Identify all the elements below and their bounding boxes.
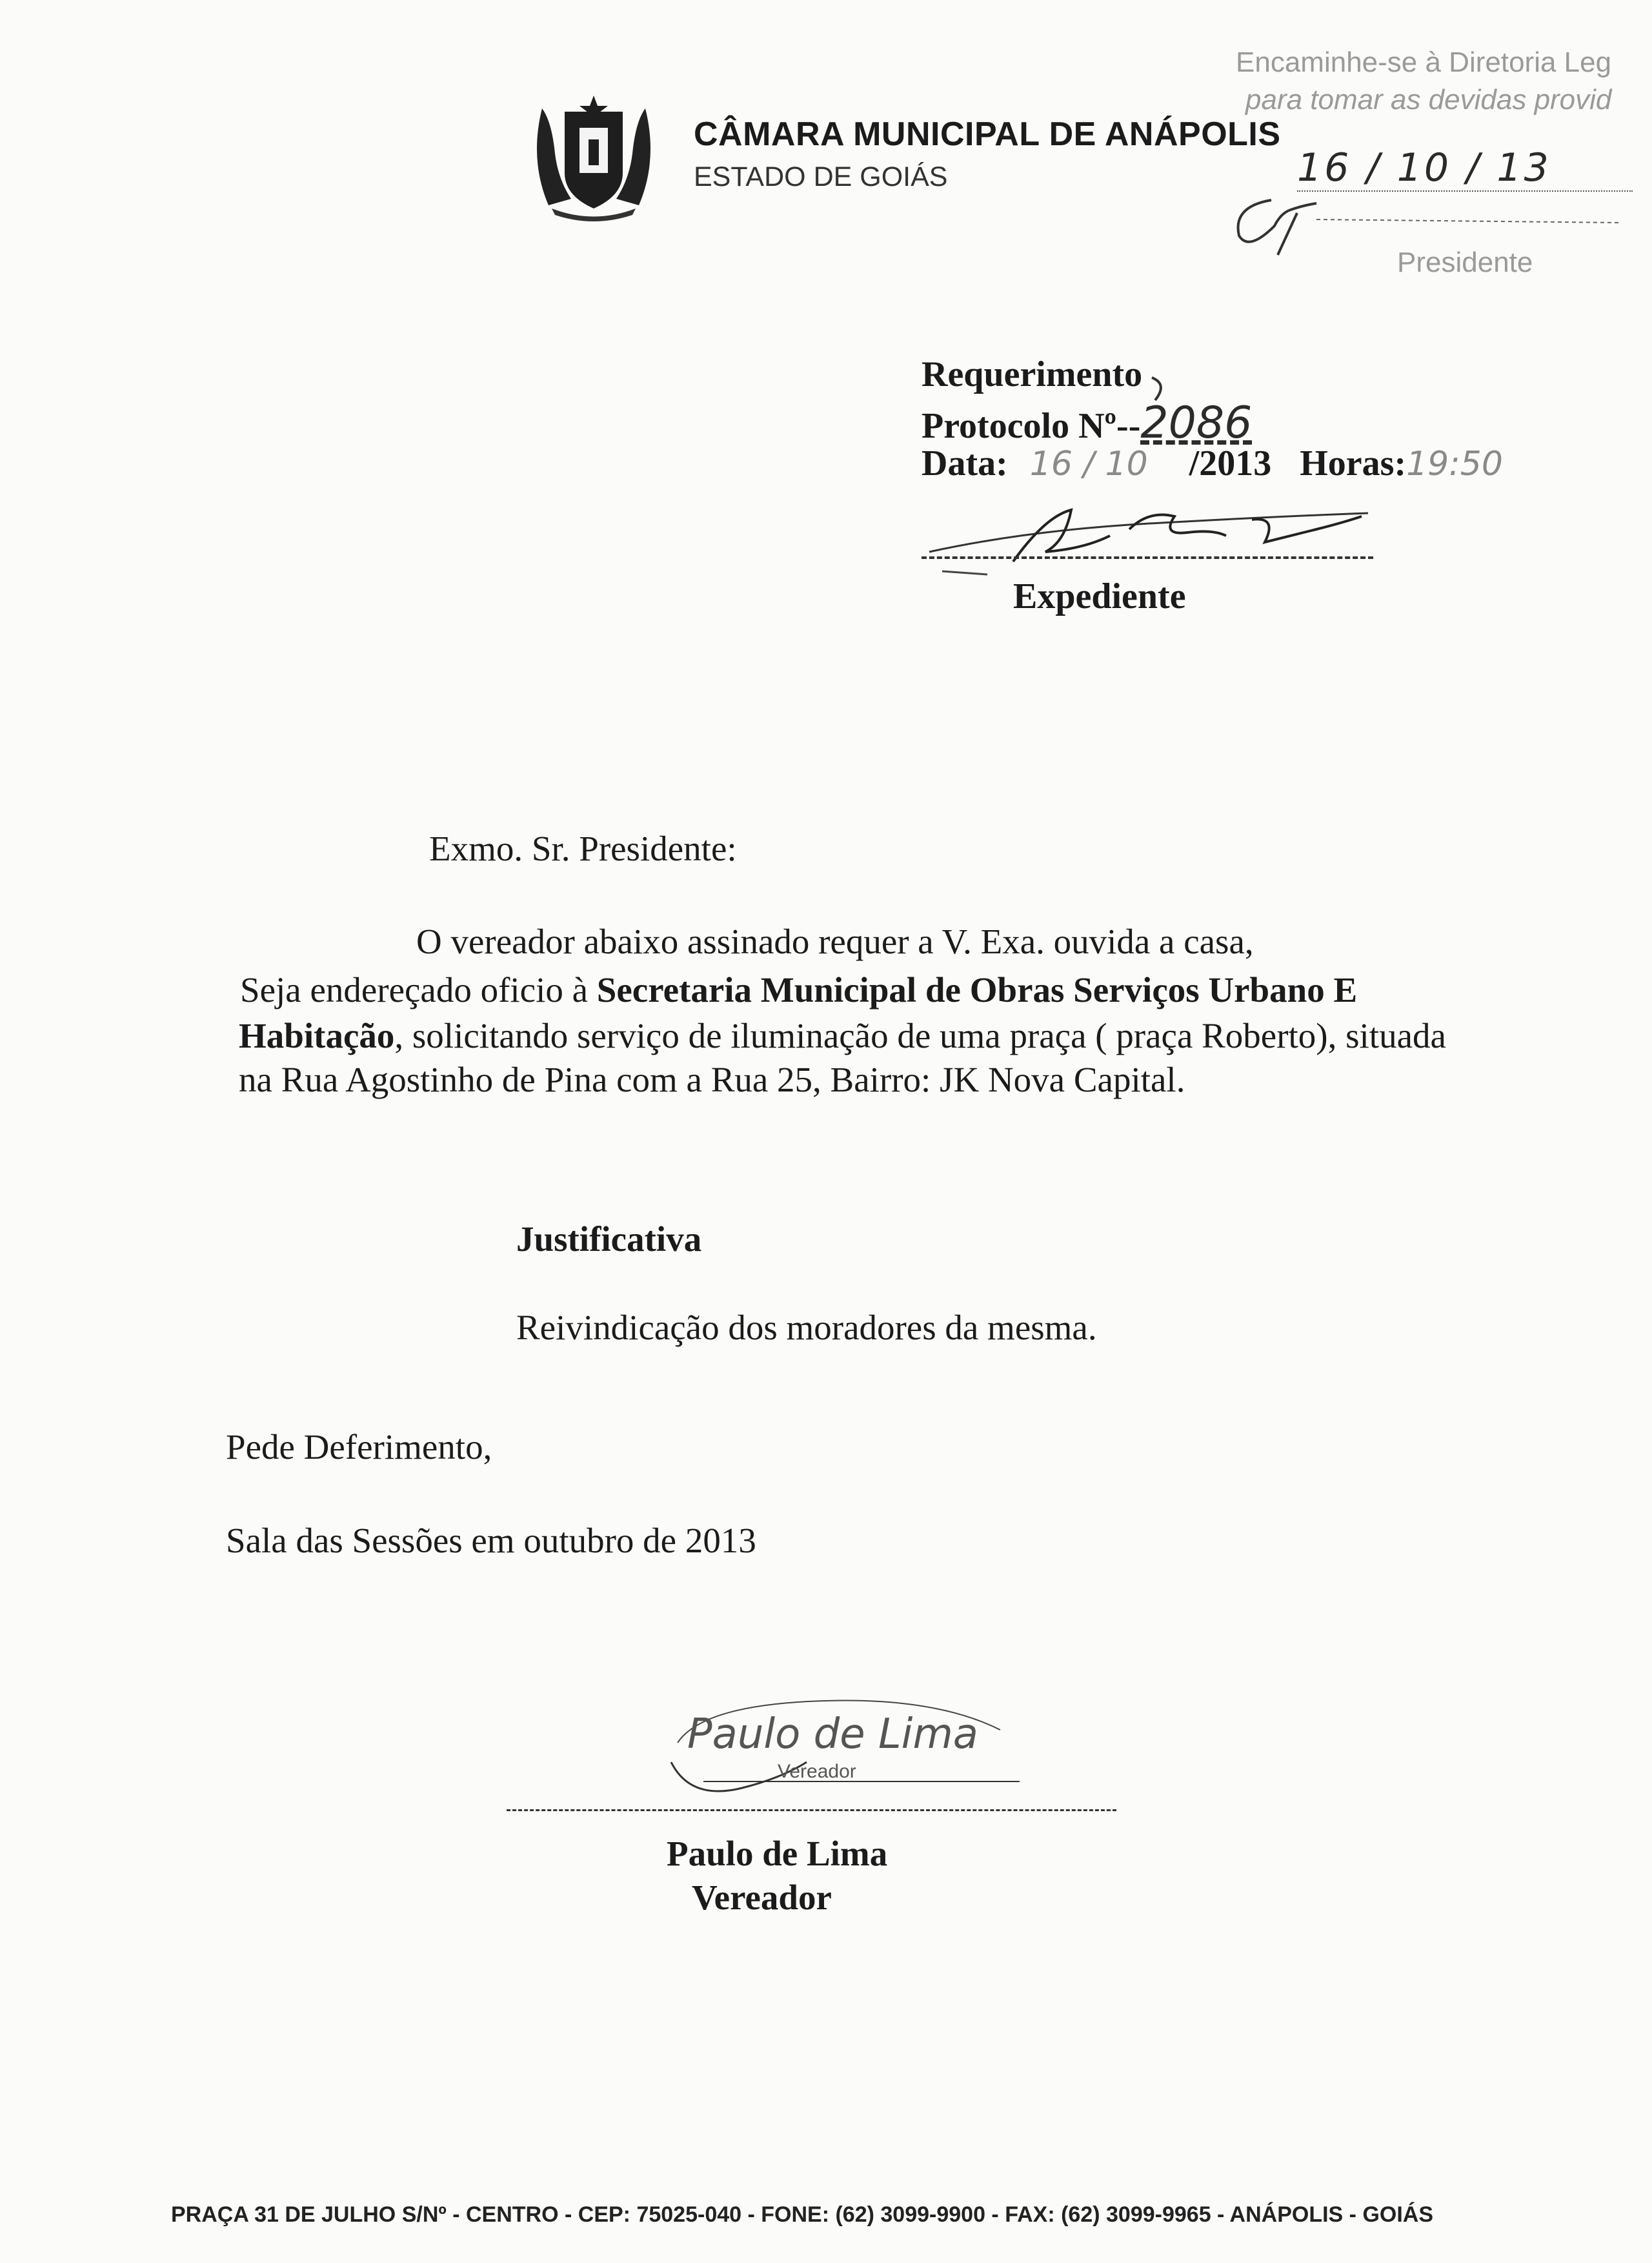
protocolo-label: Protocolo Nº-- xyxy=(922,406,1141,446)
signatory-name: Paulo de Lima xyxy=(667,1834,888,1873)
horas-label: Horas: xyxy=(1300,443,1407,483)
habitacao-word: Habitação xyxy=(239,1016,395,1055)
data-year: /2013 xyxy=(1189,443,1272,483)
paragraph-line-1: O vereador abaixo assinado requer a V. Exa. ouvida a casa, xyxy=(416,922,1254,961)
request-text: Pede Deferimento, xyxy=(226,1427,492,1466)
organization-state: ESTADO DE GOIÁS xyxy=(694,161,948,192)
justification-text: Reivindicação dos moradores da mesma. xyxy=(516,1308,1097,1347)
paragraph-line-4: na Rua Agostinho de Pina com a Rua 25, Bairro: JK Nova Capital. xyxy=(239,1060,1185,1099)
data-row xyxy=(922,443,1503,484)
secretaria-name: Secretaria Municipal de Obras Serviços Urbano E xyxy=(596,970,1358,1010)
requerimento-label: Requerimento xyxy=(922,354,1143,394)
expediente-rule xyxy=(922,556,1373,559)
stamp-date: 16 / 10 / 13 xyxy=(1297,145,1633,192)
organization-name: CÂMARA MUNICIPAL DE ANÁPOLIS xyxy=(694,116,1281,153)
paragraph-line-2-text: Seja endereçado oficio à xyxy=(240,970,597,1010)
signature-rule xyxy=(507,1809,1116,1811)
data-label: Data: xyxy=(922,443,1008,483)
justification-title: Justificativa xyxy=(516,1219,702,1259)
horas-handwritten: 19:50 xyxy=(1406,445,1503,483)
stamp-text-line2: para tomar as devidas provid xyxy=(1245,84,1612,116)
expediente-signature-icon xyxy=(916,491,1394,581)
data-handwritten: 16 / 10 xyxy=(1029,445,1148,483)
paragraph-line-3-text: , solicitando serviço de iluminação de uma praça ( praça Roberto), situada xyxy=(394,1016,1446,1055)
stamp-caption: Presidente xyxy=(1397,247,1533,278)
signature-stamp-name: Paulo de Lima xyxy=(687,1710,978,1758)
protocolo-number: 2086 xyxy=(1140,398,1253,449)
paragraph-line-3 xyxy=(239,1015,1446,1056)
footer-address: PRAÇA 31 DE JULHO S/Nº - CENTRO - CEP: 75025-040 - FONE: (62) 3099-9900 - FAX: (62) 3099-9965 - ANÁPOLIS - GOIÁS xyxy=(171,2202,1434,2227)
signatory-title: Vereador xyxy=(692,1878,832,1917)
stamp-text-line1: Encaminhe-se à Diretoria Leg xyxy=(1236,46,1612,78)
coat-of-arms-icon xyxy=(523,83,665,225)
expediente-label: Expediente xyxy=(1013,576,1186,616)
place-date: Sala das Sessões em outubro de 2013 xyxy=(226,1521,756,1560)
protocolo-row xyxy=(922,398,1252,449)
paragraph-line-2 xyxy=(240,969,1357,1010)
signature-stamp-title: Vereador xyxy=(778,1761,856,1782)
salutation: Exmo. Sr. Presidente: xyxy=(429,829,737,868)
